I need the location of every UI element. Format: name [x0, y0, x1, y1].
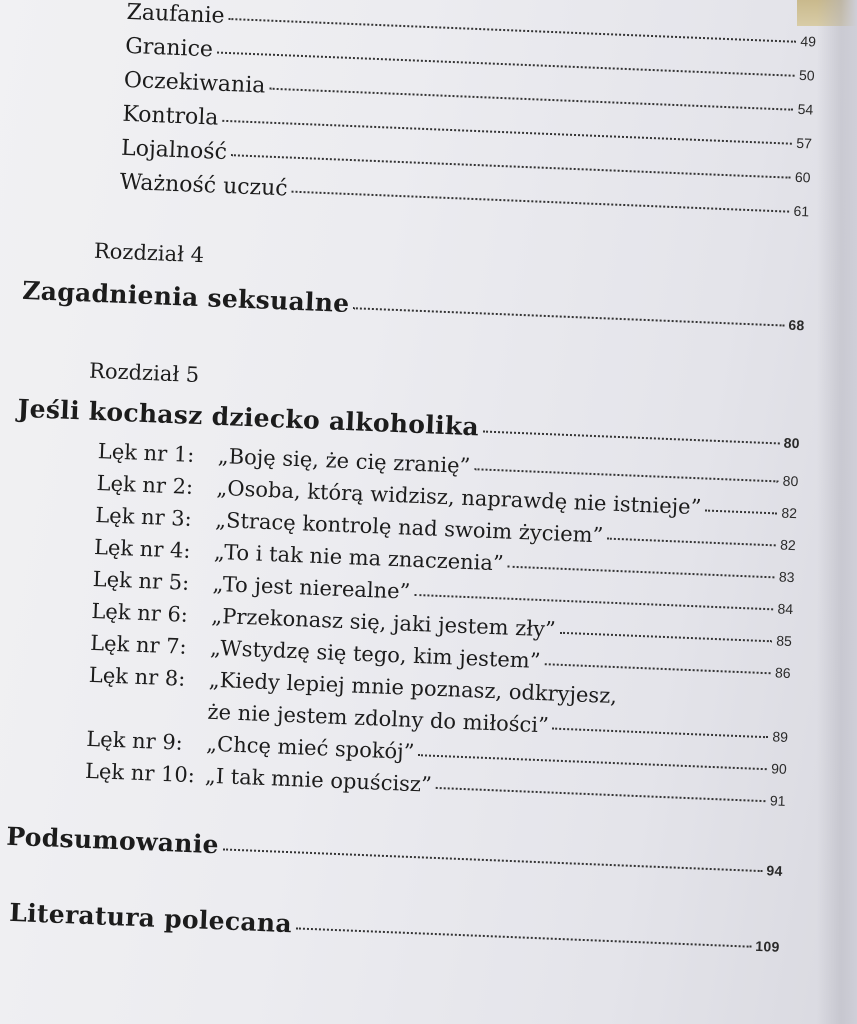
dot-leader [418, 754, 767, 770]
toc-chapter-entry [22, 276, 806, 336]
toc-page-number: 61 [793, 202, 810, 220]
literature-title: Literatura polecana [8, 897, 293, 939]
toc-page-number: 80 [783, 434, 801, 452]
fear-title: „To jest nierealne” [212, 571, 411, 604]
fear-title: „Stracę kontrolę nad swoim życiem” [214, 507, 604, 548]
dot-leader [353, 307, 784, 326]
dot-leader [231, 154, 791, 178]
toc-page-number: 50 [798, 66, 815, 84]
fear-title: „Wstydzę się tego, kim jestem” [209, 635, 541, 674]
dot-leader [705, 510, 777, 515]
toc-entry-label: Ważność uczuć [119, 169, 289, 202]
fear-title: „Osoba, którą widzisz, naprawdę nie istnieje” [216, 475, 702, 520]
fear-number: Lęk nr 1: [97, 439, 195, 467]
toc-page-number: 85 [775, 632, 793, 650]
dot-leader [436, 787, 766, 802]
toc-page-number: 91 [769, 792, 786, 809]
fear-title: „Przekonasz się, jaki jestem zły” [210, 603, 557, 642]
dot-leader [269, 88, 793, 111]
toc-page-number: 94 [766, 862, 783, 879]
toc-page-number: 86 [774, 664, 791, 682]
fear-number: Lęk nr 7: [89, 630, 188, 659]
summary-title: Podsumowanie [5, 821, 220, 860]
dot-leader [560, 632, 773, 643]
dot-leader [414, 594, 773, 610]
toc-entry-label: Lojalność [120, 135, 228, 166]
dot-leader [228, 18, 796, 43]
dot-leader [222, 120, 792, 145]
dot-leader [507, 566, 774, 579]
toc-page-number: 89 [772, 728, 789, 746]
toc-page-number: 49 [800, 32, 817, 50]
fear-title: „To i tak nie ma znaczenia” [213, 539, 505, 576]
fear-number: Lęk nr 4: [93, 535, 191, 563]
fear-number: Lęk nr 2: [96, 471, 194, 499]
toc-entry-label: Zaufanie [126, 0, 226, 29]
fear-number: Lęk nr 10: [84, 758, 196, 788]
toc-page-number: 109 [755, 937, 780, 955]
chapter-title: Zagadnienia seksualne [21, 275, 351, 319]
fear-number: Lęk nr 9: [85, 726, 184, 755]
fear-number: Lęk nr 3: [94, 503, 193, 531]
toc-page-number: 82 [779, 536, 797, 554]
dot-leader [296, 927, 752, 947]
dot-leader [544, 663, 771, 674]
toc-page-number: 68 [788, 316, 805, 334]
toc-page-number: 83 [778, 568, 795, 586]
fear-number: Lęk nr 8: [88, 662, 186, 691]
toc-summary-entry [6, 822, 784, 882]
toc-page-number: 84 [777, 600, 794, 618]
chapter-label: Rozdział 5 [88, 358, 200, 388]
fear-title-continuation: że nie jestem zdolny do miłości” [207, 699, 550, 738]
dot-leader [607, 538, 776, 547]
toc-entry-label: Kontrola [121, 101, 219, 131]
dot-leader [553, 728, 769, 739]
dot-leader [291, 191, 789, 213]
toc-entry-label: Oczekiwania [123, 67, 266, 99]
dot-leader [474, 468, 779, 482]
toc-page-number: 80 [782, 472, 799, 490]
toc-literature-entry [9, 898, 781, 958]
dot-leader [483, 431, 780, 445]
fear-title: „Chcę mieć spokój” [205, 731, 415, 765]
dot-leader [223, 848, 763, 872]
dot-leader [217, 52, 795, 77]
toc-page-number: 54 [797, 100, 814, 118]
toc-page-number: 60 [794, 168, 811, 186]
fear-title: „I tak mnie opuścisz” [204, 763, 433, 797]
toc-entry-label: Granice [124, 33, 214, 63]
fear-title: „Kiedy lepiej mnie poznasz, odkryjesz, [208, 667, 618, 709]
toc-page-number: 57 [795, 134, 813, 152]
chapter-title: Jeśli kochasz dziecko alkoholika [17, 393, 480, 442]
toc-page-number: 82 [781, 504, 798, 522]
fear-number: Lęk nr 6: [91, 598, 189, 627]
chapter-label: Rozdział 4 [93, 238, 205, 268]
fear-title: „Boję się, że cię zranię” [217, 443, 471, 479]
toc-page-number: 90 [770, 760, 788, 777]
fear-number: Lęk nr 5: [92, 566, 190, 595]
